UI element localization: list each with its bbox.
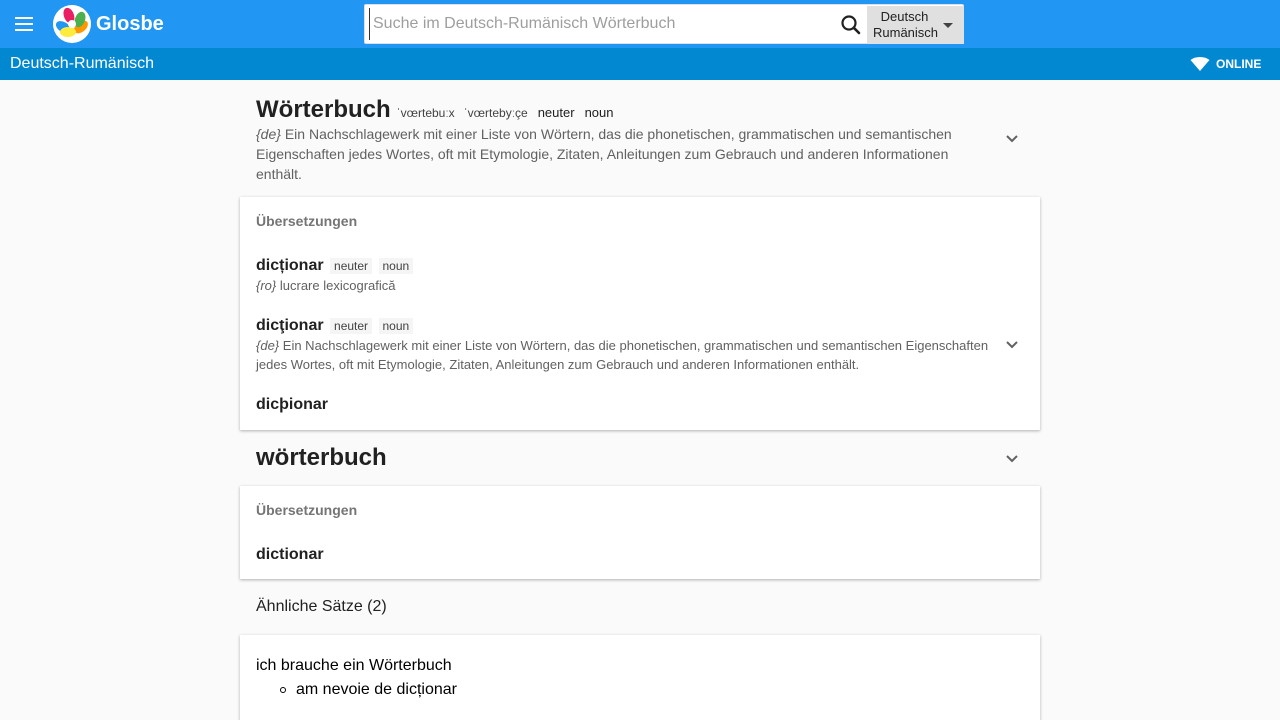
pronunciation: ˈvœrtebuːx: [396, 106, 455, 120]
gender-tag: neuter: [330, 258, 372, 274]
pos-tag: noun: [379, 318, 414, 334]
search-button[interactable]: [835, 9, 867, 41]
definition-language: {ro}: [256, 278, 277, 293]
language-pair-select[interactable]: [867, 6, 964, 44]
brand-name[interactable]: Glosbe: [96, 13, 164, 35]
chevron-down-icon[interactable]: [1000, 446, 1024, 470]
search-icon: [835, 9, 867, 41]
similar-sentences-card: [240, 635, 1040, 720]
entry-word: Wörterbuch: [256, 96, 391, 123]
translations-card: [240, 197, 1040, 430]
caret-down-icon: [943, 23, 953, 28]
entry-header: [240, 80, 1040, 197]
sentence-source: ich brauche ein Wörterbuch: [256, 657, 452, 674]
entry-header: [240, 430, 1040, 486]
translation-word[interactable]: dicționar: [256, 257, 324, 274]
pos-tag: noun: [379, 258, 414, 274]
translations-label: Übersetzungen: [256, 213, 358, 229]
sentence-translation: [280, 681, 457, 699]
entry-word: wörterbuch: [256, 444, 387, 471]
definition-text: lucrare lexicografică: [279, 278, 396, 293]
wifi-icon: [1190, 56, 1210, 72]
glosbe-logo[interactable]: [53, 5, 91, 43]
translations-label: Übersetzungen: [256, 502, 358, 518]
online-status: [1190, 56, 1261, 72]
translations-card: [240, 486, 1040, 579]
definition-text: Ein Nachschlagewerk mit einer Liste von Wörtern, das die phonetischen, grammatischen und semantischen Eigenschaften jedes Wortes, oft mit Etymologie, Zitaten, Anleitungen zum Gebrauch und anderen Informationen enthält.: [256, 338, 989, 372]
sentence-translation-text: am nevoie de dicționar: [296, 681, 457, 698]
definition-text: Ein Nachschlagewerk mit einer Liste von Wörtern, das die phonetischen, grammatischen und semantischen Eigenschaften jedes Wortes, oft mit Etymologie, Zitaten, Anleitungen zum Gebrauch und anderen Informationen enthält.: [256, 126, 952, 182]
translation-definition: [256, 276, 996, 295]
search-box: [364, 4, 964, 44]
translation-definition: [256, 336, 996, 374]
pos-tag: noun: [584, 105, 614, 120]
menu-icon[interactable]: [12, 12, 36, 36]
bullet-icon: [280, 687, 286, 693]
dictionary-title[interactable]: Deutsch-Rumänisch: [10, 55, 155, 72]
lang-from-label: Deutsch: [880, 9, 929, 24]
language-subbar: [0, 48, 1280, 80]
online-label: ONLINE: [1216, 57, 1262, 71]
similar-sentences-header: [240, 579, 1040, 635]
gender-tag: neuter: [330, 318, 372, 334]
entry-definition: [256, 124, 956, 184]
definition-language: {de}: [256, 338, 280, 353]
top-app-bar: [0, 0, 1280, 48]
translation-item: [256, 257, 996, 295]
main-content: [240, 80, 1040, 720]
chevron-down-icon[interactable]: [1000, 126, 1024, 150]
chevron-down-icon[interactable]: [1000, 332, 1024, 356]
similar-sentences-heading: Ähnliche Sätze (2): [256, 598, 387, 615]
translation-word[interactable]: dicþionar: [256, 396, 329, 413]
definition-language: {de}: [256, 126, 281, 142]
translation-item: [256, 396, 996, 414]
translation-item: [256, 546, 996, 564]
translation-word[interactable]: dictionar: [256, 546, 324, 563]
search-input[interactable]: [369, 8, 833, 40]
translation-word[interactable]: dicţionar: [256, 317, 324, 334]
lang-to-label: Rumänisch: [873, 25, 939, 40]
gender-tag: neuter: [537, 105, 575, 120]
pronunciation: ˈvœrtebyːçe: [463, 106, 528, 120]
translation-item: [256, 317, 996, 374]
